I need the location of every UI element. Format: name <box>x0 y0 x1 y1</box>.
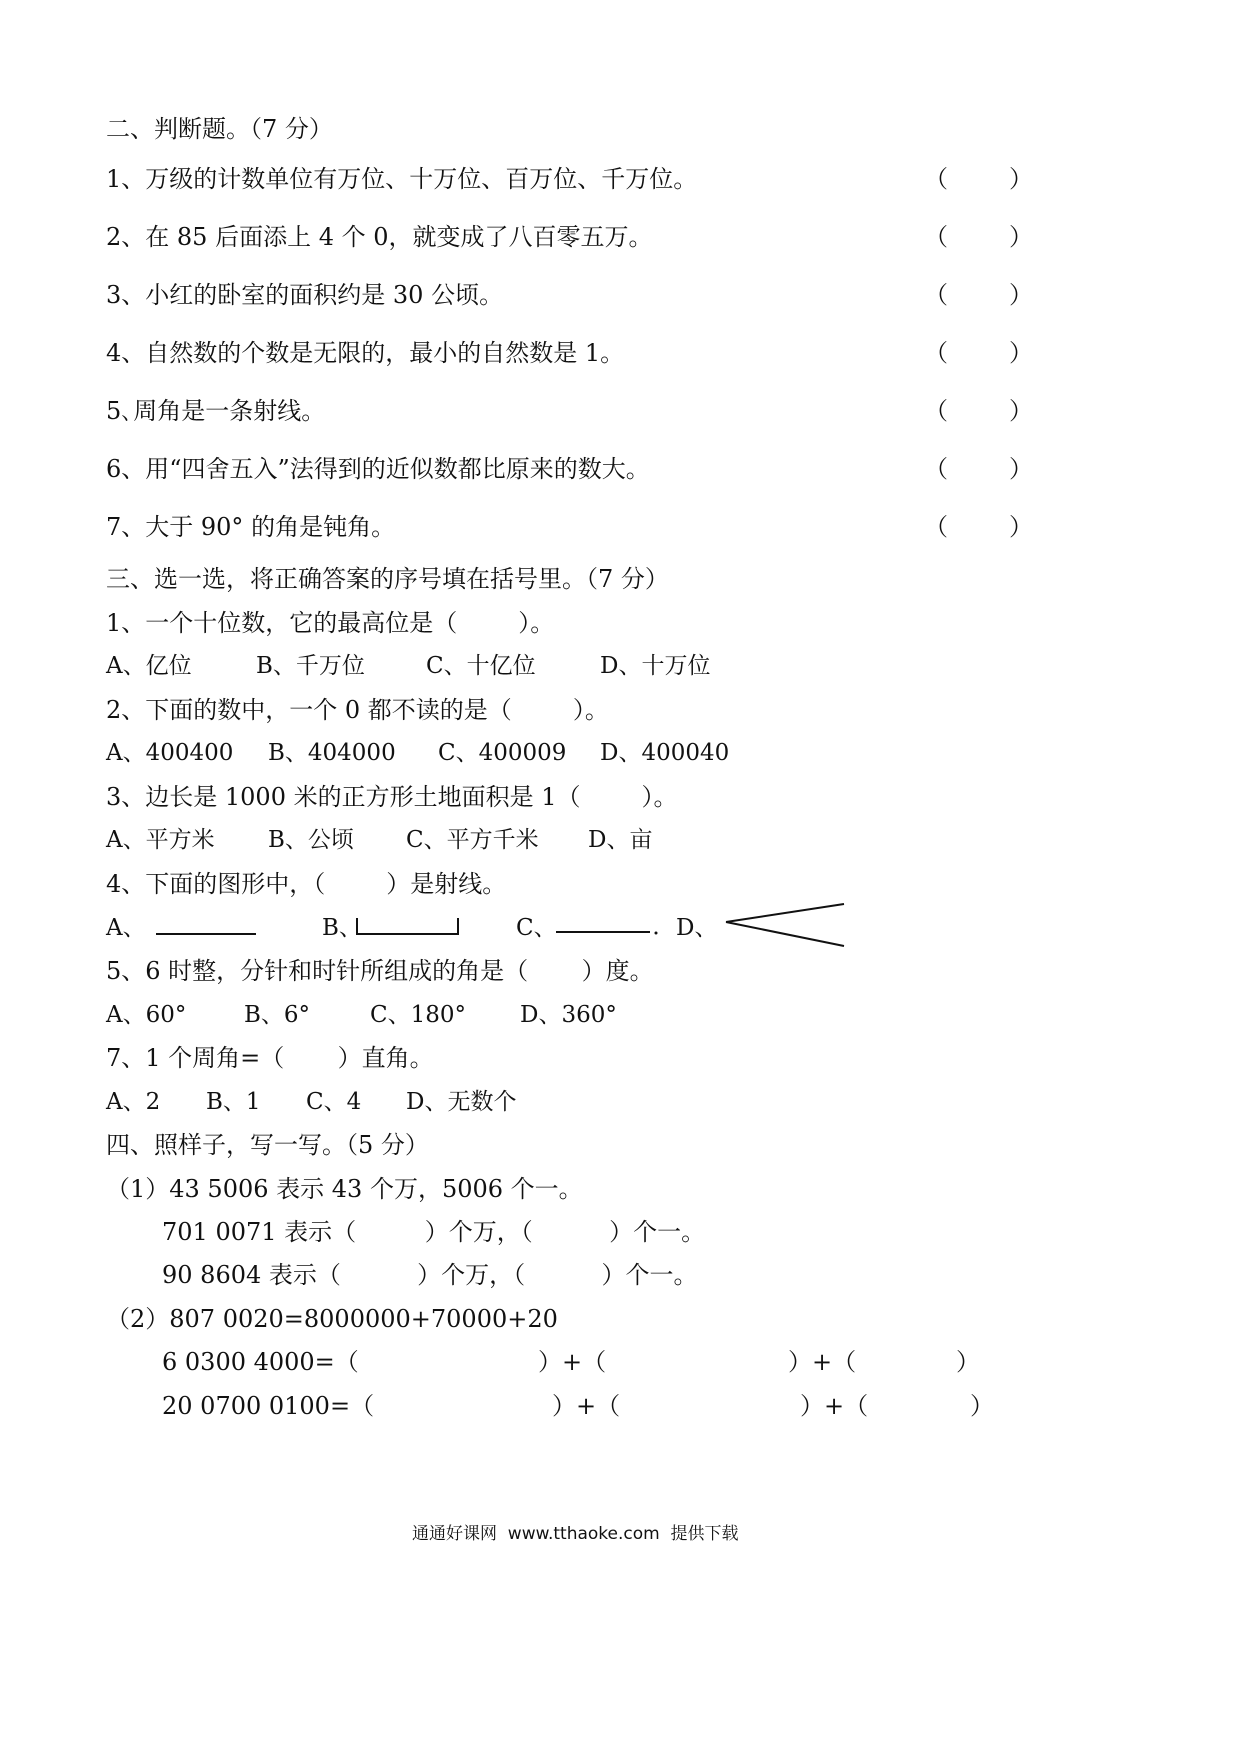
s2-answer-paren-1[interactable]: （ ） <box>924 165 1034 193</box>
s3-q7-option-b[interactable]: B、1 <box>206 1089 261 1115</box>
s3-q5-option-c[interactable]: C、180° <box>370 1002 466 1028</box>
s2-item-3: 3、小红的卧室的面积约是 30 公顷。 <box>106 281 504 309</box>
s3-q7-option-d[interactable]: D、无数个 <box>406 1089 517 1115</box>
section3-title: 三、选一选，将正确答案的序号填在括号里。（7 分） <box>106 565 669 593</box>
s3-q1-option-a[interactable]: A、亿位 <box>106 653 192 679</box>
s4-part2-line-2-mid2[interactable]: ）+（ <box>800 1392 869 1420</box>
s3-q3-option-b[interactable]: B、公顷 <box>268 827 354 853</box>
s3-q2-option-c[interactable]: C、400009 <box>438 740 567 766</box>
s2-item-5: 5､周角是一条射线。 <box>106 397 326 425</box>
s4-part2-example: （2）807 0020=8000000+70000+20 <box>106 1305 558 1333</box>
s2-answer-paren-4[interactable]: （ ） <box>924 339 1034 367</box>
s4-part2-line-1-end[interactable]: ） <box>956 1348 980 1376</box>
s2-item-1: 1、万级的计数单位有万位、十万位、百万位、千万位。 <box>106 165 698 193</box>
s3-q4-option-c[interactable]: C、 <box>516 915 557 941</box>
s3-q5-option-b[interactable]: B、6° <box>244 1002 311 1028</box>
s2-answer-paren-7[interactable]: （ ） <box>924 513 1034 541</box>
s3-q3-option-a[interactable]: A、平方米 <box>106 827 215 853</box>
s3-q4-option-a[interactable]: A、 <box>106 915 146 941</box>
s2-answer-paren-2[interactable]: （ ） <box>924 223 1034 251</box>
s3-q7-stem: 7、1 个周角=（ ）直角。 <box>106 1044 434 1072</box>
footer-credit: 通通好课网 www.tthaoke.com 提供下载 <box>412 1524 739 1544</box>
s2-item-2: 2、在 85 后面添上 4 个 0，就变成了八百零五万。 <box>106 223 653 251</box>
s4-part1-line-1[interactable]: 701 0071 表示（ ）个万，（ ）个一。 <box>162 1218 706 1246</box>
s3-q3-stem: 3、边长是 1000 米的正方形土地面积是 1（ ）。 <box>106 783 678 811</box>
s3-q3-option-d[interactable]: D、亩 <box>588 827 653 853</box>
s3-q5-option-a[interactable]: A、60° <box>106 1002 187 1028</box>
s2-item-7: 7、大于 90° 的角是钝角。 <box>106 513 396 541</box>
s2-answer-paren-6[interactable]: （ ） <box>924 455 1034 483</box>
s4-part2-line-1-left[interactable]: 6 0300 4000=（ <box>162 1348 359 1376</box>
s3-q4-option-b[interactable]: B、 <box>322 915 362 941</box>
s3-q1-stem: 1、一个十位数，它的最高位是（ ）。 <box>106 609 555 637</box>
angle-figure-d <box>722 902 846 950</box>
s2-item-6: 6、用“四舍五入”法得到的近似数都比原来的数大。 <box>106 455 650 483</box>
s4-part2-line-1-mid2[interactable]: ）+（ <box>788 1348 857 1376</box>
s4-part2-line-2-end[interactable]: ） <box>970 1392 994 1420</box>
s3-q2-option-b[interactable]: B、404000 <box>268 740 396 766</box>
section2-title: 二、判断题。（7 分） <box>106 115 333 143</box>
s3-q1-option-c[interactable]: C、十亿位 <box>426 653 536 679</box>
s2-item-4: 4、自然数的个数是无限的，最小的自然数是 1。 <box>106 339 625 367</box>
s2-answer-paren-5[interactable]: （ ） <box>924 397 1034 425</box>
s3-q4-stem: 4、下面的图形中，（ ）是射线。 <box>106 870 507 898</box>
s3-q5-option-d[interactable]: D、360° <box>520 1002 617 1028</box>
s4-part1-example: （1）43 5006 表示 43 个万，5006 个一。 <box>106 1175 583 1203</box>
s3-q3-option-c[interactable]: C、平方千米 <box>406 827 539 853</box>
s2-answer-paren-3[interactable]: （ ） <box>924 281 1034 309</box>
s4-part2-line-2-left[interactable]: 20 0700 0100=（ <box>162 1392 375 1420</box>
s3-q2-option-a[interactable]: A、400400 <box>106 740 234 766</box>
s3-q7-option-c[interactable]: C、4 <box>306 1089 362 1115</box>
bracket-figure-b <box>354 916 462 938</box>
s3-q1-option-d[interactable]: D、十万位 <box>600 653 711 679</box>
s4-part2-line-1-mid1[interactable]: ）+（ <box>538 1348 607 1376</box>
s3-q5-stem: 5、6 时整，分针和时针所组成的角是（ ）度。 <box>106 957 654 985</box>
s3-q4-option-d[interactable]: D、 <box>676 915 718 941</box>
s3-q2-option-d[interactable]: D、400040 <box>600 740 730 766</box>
s4-part1-line-2[interactable]: 90 8604 表示（ ）个万，（ ）个一。 <box>162 1261 698 1289</box>
s3-q7-option-a[interactable]: A、2 <box>106 1089 161 1115</box>
s4-part2-line-2-mid1[interactable]: ）+（ <box>552 1392 621 1420</box>
s3-q1-option-b[interactable]: B、千万位 <box>256 653 365 679</box>
s3-q2-stem: 2、下面的数中，一个 0 都不读的是（ ）。 <box>106 696 609 724</box>
segment-figure-a <box>156 928 260 938</box>
section4-title: 四、照样子，写一写。（5 分） <box>106 1131 429 1159</box>
ray-figure-c <box>556 926 660 938</box>
